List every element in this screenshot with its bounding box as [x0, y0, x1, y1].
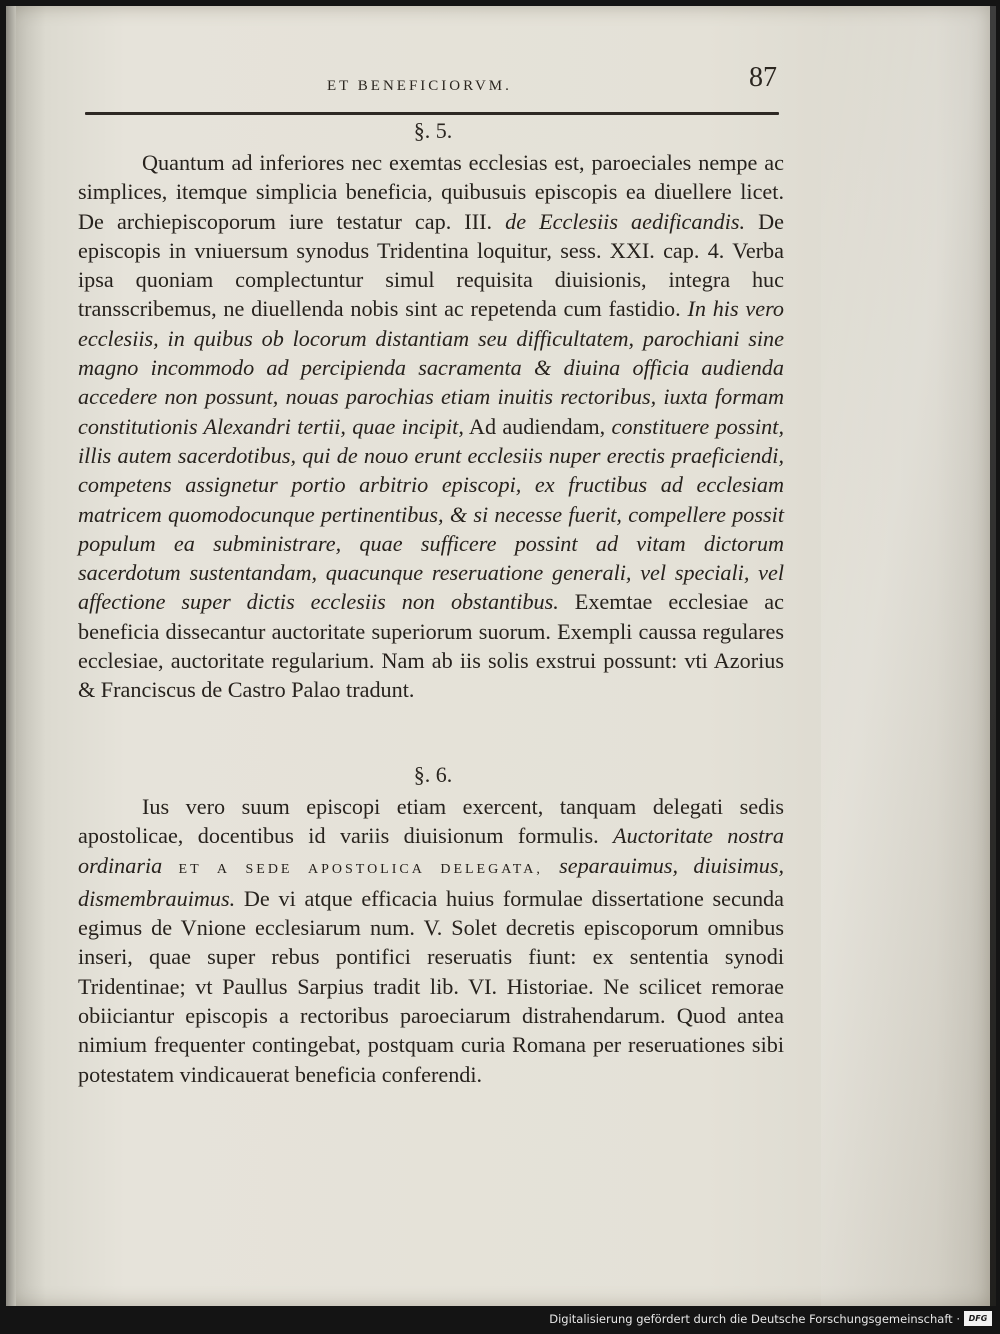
p2-text-1: Ius vero suum episcopi etiam exercent, tanquam delegati sedis apostolicae, docentibus id variis diuisionum formulis.	[78, 794, 784, 849]
p2-italic-1: Auctoritate nostra ordinaria	[78, 823, 784, 878]
funding-credit: Digitalisierung gefördert durch die Deutsche Forschungsgemeinschaft ·	[549, 1312, 960, 1326]
p1-italic-1: de Ecclesiis aedificandis.	[505, 208, 746, 234]
p1-text-2: De episcopis in vniuersum synodus Tridentina loquitur, sess. XXI. cap. 4. Verba ipsa quoniam complectuntur simul requisita diuisionis, integra huc transscribemus, ne diuellenda nobis sint ac repetenda cum fastidio.	[78, 208, 784, 322]
footer-bar	[0, 1306, 1000, 1334]
page-fold-shadow	[821, 6, 996, 1306]
section-heading-5: §. 5.	[413, 118, 453, 143]
p1-italic-3: constituere possint, illis autem sacerdotibus, qui de nouo erunt ecclesiis nuper erectis praeficiendi, competens assignetur portio arbitrio episcopi, ex fructibus ad ecclesiam matricem quomodocunque pertinentibus, & si necesse fuerit, compellere possit populum ea subministrare, quae sufficere possint ad vitam dictorum sacerdotum sustentandam, quacunque reseruatione generali, vel speciali, vel affectione super dictis ecclesiis non obstantibus.	[78, 413, 784, 615]
p2-text-2: De vi atque efficacia huius formulae dissertatione secunda egimus de Vnione ecclesiarum num. V. Solet decretis episcoporum omnibus inseri, quae super rebus pontifici reseruatis fiunt: ex sententia synodi Tridentinae; vt Paullus Sarpius tradit lib. VI. Historiae. Ne scilicet remorae obiiciantur episcopis a rectoribus paroeciarum distrahendarum. Quod antea nimium frequenter contingebat, postquam curia Romana per reseruationes sibi potestatem vindicauerat beneficia conferendi.	[78, 885, 784, 1087]
p1-italic-2: In his vero ecclesiis, in quibus ob locorum distantiam seu difficultatem, parochiani sine magno incommodo ad percipienda sacramenta & diuina officia audienda accedere non possunt, nouas parochias etiam inuitis rectoribus, iuxta formam constitutionis Alexandri tertii, quae incipit,	[78, 296, 784, 439]
p2-smallcaps: ET A SEDE APOSTOLICA DELEGATA,	[162, 861, 560, 877]
header-rule	[85, 112, 779, 115]
p1-text-1: Quantum ad inferiores nec exemtas ecclesias est, paroeciales nempe ac simplices, itemque simplicia beneficia, quibusuis episcopis ea diuellere licet. De archiepiscoporum iure testatur cap. III.	[78, 150, 784, 234]
running-head: ET BENEFICIORVM.	[327, 78, 512, 94]
page-header	[85, 62, 781, 108]
dfg-logo: DFG	[964, 1311, 992, 1326]
p1-text-4: Exemtae ecclesiae ac beneficia dissecantur auctoritate superiorum suorum. Exempli caussa regulares ecclesiae, auctoritate regularium. Nam ab iis solis exstrui possunt: vti Azorius & Franciscus de Castro Palao tradunt.	[78, 589, 785, 703]
paragraph-section-6	[78, 792, 784, 1089]
section-heading-6: §. 6.	[413, 762, 453, 787]
p2-italic-2: separauimus, diuisimus, dismembrauimus.	[78, 852, 784, 911]
paragraph-section-5	[78, 148, 784, 705]
p1-text-3: Ad audiendam,	[463, 413, 612, 439]
page-number: 87	[749, 62, 777, 93]
